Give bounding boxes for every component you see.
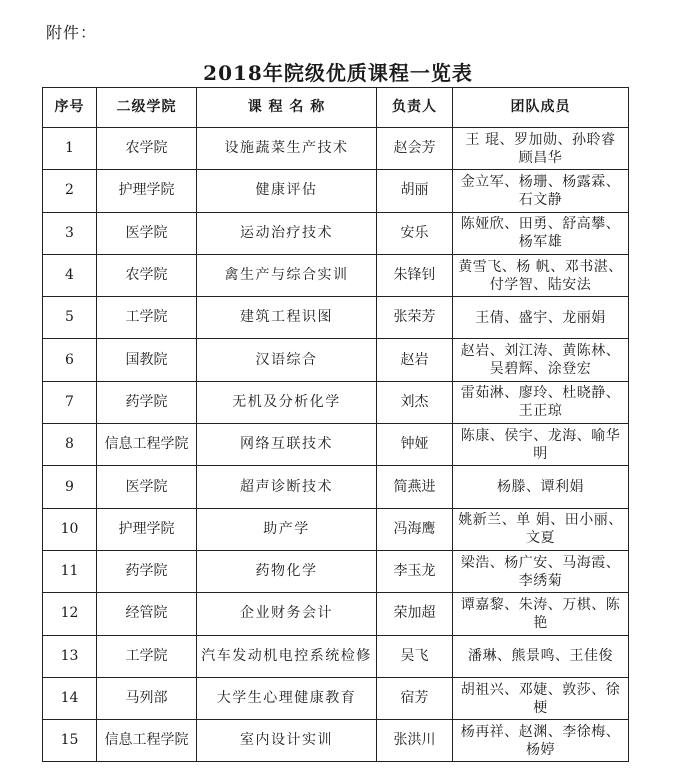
- cell-college: 信息工程学院: [97, 720, 197, 762]
- cell-course: 禽生产与综合实训: [197, 254, 377, 296]
- table-row: [43, 635, 629, 677]
- cell-seq: 3: [43, 212, 97, 254]
- cell-team: 陈娅欣、田勇、舒高攀、杨军雄: [453, 212, 629, 254]
- cell-team: 谭嘉黎、朱涛、万棋、陈艳: [453, 593, 629, 635]
- cell-leader: 赵岩: [377, 339, 453, 381]
- attachment-label: 附件：: [46, 23, 98, 42]
- cell-college: 农学院: [97, 254, 197, 296]
- cell-team: 金立军、杨珊、杨露霖、石文静: [453, 170, 629, 212]
- cell-course: 建筑工程识图: [197, 297, 377, 339]
- cell-leader: 荣加超: [377, 593, 453, 635]
- cell-college: 信息工程学院: [97, 424, 197, 466]
- cell-seq: 2: [43, 170, 97, 212]
- cell-course: 助产学: [197, 508, 377, 550]
- cell-college: 护理学院: [97, 170, 197, 212]
- cell-leader: 钟娅: [377, 424, 453, 466]
- cell-leader: 朱锋钊: [377, 254, 453, 296]
- cell-seq: 15: [43, 720, 97, 762]
- table-row: [43, 339, 629, 381]
- cell-leader: 吴飞: [377, 635, 453, 677]
- table-row: [43, 212, 629, 254]
- header-team: 团队成员: [453, 88, 629, 128]
- cell-course: 无机及分析化学: [197, 381, 377, 423]
- cell-leader: 赵会芳: [377, 128, 453, 170]
- cell-leader: 宿芳: [377, 677, 453, 719]
- header-course: 课 程 名 称: [197, 88, 377, 128]
- cell-college: 马列部: [97, 677, 197, 719]
- cell-course: 超声诊断技术: [197, 466, 377, 508]
- cell-leader: 安乐: [377, 212, 453, 254]
- table-row: [43, 550, 629, 592]
- cell-leader: 冯海鹰: [377, 508, 453, 550]
- cell-college: 医学院: [97, 212, 197, 254]
- cell-seq: 14: [43, 677, 97, 719]
- cell-college: 经管院: [97, 593, 197, 635]
- cell-leader: 李玉龙: [377, 550, 453, 592]
- cell-seq: 5: [43, 297, 97, 339]
- cell-course: 大学生心理健康教育: [197, 677, 377, 719]
- table-header-row: [43, 88, 629, 128]
- cell-seq: 4: [43, 254, 97, 296]
- cell-course: 运动治疗技术: [197, 212, 377, 254]
- cell-team: 黄雪飞、杨 帆、邓书湛、付学智、陆安法: [453, 254, 629, 296]
- cell-seq: 8: [43, 424, 97, 466]
- cell-course: 室内设计实训: [197, 720, 377, 762]
- cell-college: 工学院: [97, 297, 197, 339]
- cell-course: 汽车发动机电控系统检修: [197, 635, 377, 677]
- cell-course: 企业财务会计: [197, 593, 377, 635]
- course-table: [42, 87, 629, 762]
- header-college: 二级学院: [97, 88, 197, 128]
- cell-seq: 13: [43, 635, 97, 677]
- table-row: [43, 381, 629, 423]
- cell-seq: 10: [43, 508, 97, 550]
- cell-leader: 简燕进: [377, 466, 453, 508]
- cell-team: 赵岩、刘江涛、黄陈林、吴碧辉、涂登宏: [453, 339, 629, 381]
- cell-course: 药物化学: [197, 550, 377, 592]
- cell-leader: 刘杰: [377, 381, 453, 423]
- cell-leader: 张荣芳: [377, 297, 453, 339]
- cell-course: 设施蔬菜生产技术: [197, 128, 377, 170]
- cell-course: 汉语综合: [197, 339, 377, 381]
- cell-team: 王倩、盛宇、龙丽娟: [453, 297, 629, 339]
- table-row: [43, 508, 629, 550]
- cell-course: 网络互联技术: [197, 424, 377, 466]
- cell-team: 雷茹淋、廖玲、杜晓静、王正琼: [453, 381, 629, 423]
- cell-college: 护理学院: [97, 508, 197, 550]
- cell-team: 陈康、侯宇、龙海、喻华明: [453, 424, 629, 466]
- cell-seq: 9: [43, 466, 97, 508]
- cell-course: 健康评估: [197, 170, 377, 212]
- cell-college: 农学院: [97, 128, 197, 170]
- table-row: [43, 720, 629, 762]
- cell-team: 王 琨、罗加勋、孙聆睿 顾昌华: [453, 128, 629, 170]
- cell-college: 药学院: [97, 381, 197, 423]
- header-seq: 序号: [43, 88, 97, 128]
- cell-seq: 6: [43, 339, 97, 381]
- table-row: [43, 593, 629, 635]
- table-row: [43, 677, 629, 719]
- cell-college: 国教院: [97, 339, 197, 381]
- table-row: [43, 128, 629, 170]
- table-row: [43, 297, 629, 339]
- cell-team: 姚新兰、单 娟、田小丽、文夏: [453, 508, 629, 550]
- cell-team: 杨再祥、赵渊、李徐梅、杨婷: [453, 720, 629, 762]
- cell-seq: 1: [43, 128, 97, 170]
- cell-team: 胡祖兴、邓婕、敦莎、徐梗: [453, 677, 629, 719]
- table-row: [43, 254, 629, 296]
- table-row: [43, 170, 629, 212]
- cell-college: 药学院: [97, 550, 197, 592]
- header-leader: 负责人: [377, 88, 453, 128]
- document-title: 2018年院级优质课程一览表: [203, 61, 473, 85]
- cell-leader: 胡丽: [377, 170, 453, 212]
- cell-seq: 11: [43, 550, 97, 592]
- cell-team: 潘琳、熊景鸣、王佳俊: [453, 635, 629, 677]
- cell-college: 工学院: [97, 635, 197, 677]
- cell-college: 医学院: [97, 466, 197, 508]
- cell-team: 梁浩、杨广安、马海霞、李绣菊: [453, 550, 629, 592]
- table-row: [43, 424, 629, 466]
- table-row: [43, 466, 629, 508]
- cell-seq: 12: [43, 593, 97, 635]
- cell-leader: 张洪川: [377, 720, 453, 762]
- cell-seq: 7: [43, 381, 97, 423]
- cell-team: 杨滕、谭利娟: [453, 466, 629, 508]
